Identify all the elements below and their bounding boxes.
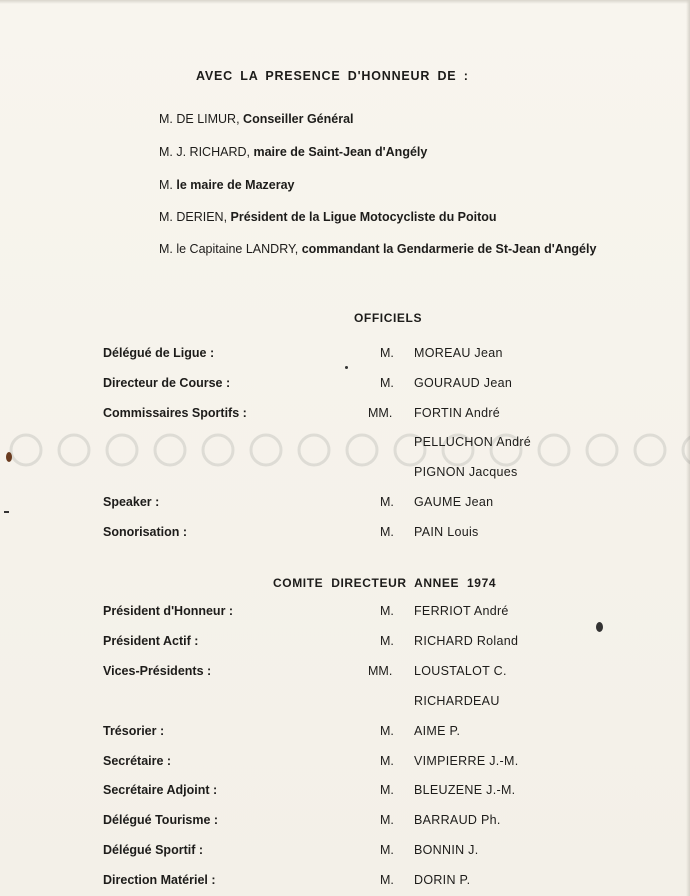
- presence-line: [159, 145, 427, 159]
- person-name: PELLUCHON André: [414, 435, 532, 450]
- paper-stain: [6, 452, 12, 462]
- civility-prefix: M.: [380, 753, 394, 768]
- roster-row: [0, 694, 690, 712]
- role-label: Speaker :: [103, 495, 160, 509]
- presence-name: M. J. RICHARD,: [159, 145, 250, 159]
- presence-line: [159, 178, 295, 192]
- paper-mark: [4, 511, 9, 513]
- person-name: DORIN P.: [414, 873, 471, 888]
- person-name: BLEUZENE J.-M.: [414, 783, 516, 798]
- civility-prefix: M.: [380, 873, 394, 888]
- person-name: AIME P.: [414, 723, 461, 738]
- role-label: Trésorier :: [103, 723, 165, 738]
- civility-prefix: M.: [380, 604, 394, 618]
- civility-prefix: M.: [380, 524, 394, 539]
- presence-title: commandant la Gendarmerie de St-Jean d'Angély: [301, 242, 597, 256]
- roster-row: [0, 813, 690, 831]
- comite-heading: COMITE DIRECTEUR ANNEE 1974: [273, 576, 497, 590]
- civility-prefix: M.: [380, 813, 394, 828]
- roster-row: [0, 724, 690, 742]
- civility-prefix: MM.: [368, 405, 393, 420]
- person-name: LOUSTALOT C.: [414, 663, 507, 678]
- person-name: GAUME Jean: [414, 495, 494, 509]
- person-name: PIGNON Jacques: [414, 465, 518, 480]
- page-edge-top: [0, 0, 690, 4]
- presence-name: M.: [159, 178, 173, 192]
- role-label: Sonorisation :: [103, 524, 188, 539]
- civility-prefix: M.: [380, 843, 394, 858]
- role-label: Délégué Sportif :: [103, 843, 204, 858]
- presence-line: [159, 210, 497, 224]
- civility-prefix: M.: [380, 723, 394, 738]
- role-label: Directeur de Course :: [103, 375, 231, 390]
- person-name: GOURAUD Jean: [414, 375, 513, 390]
- role-label: Vices-Présidents :: [103, 663, 212, 678]
- civility-prefix: M.: [380, 375, 394, 390]
- presence-title: le maire de Mazeray: [176, 178, 295, 192]
- role-label: Délégué de Ligue :: [103, 346, 215, 360]
- roster-row: [0, 435, 690, 453]
- civility-prefix: M.: [380, 495, 394, 509]
- roster-row: [0, 406, 690, 424]
- roster-row: [0, 664, 690, 682]
- role-label: Président Actif :: [103, 633, 199, 648]
- person-name: BONNIN J.: [414, 843, 479, 858]
- role-label: Direction Matériel :: [103, 873, 216, 888]
- role-label: Délégué Tourisme :: [103, 813, 219, 828]
- honor-heading: AVEC LA PRESENCE D'HONNEUR DE :: [196, 69, 469, 83]
- presence-line: [159, 242, 596, 256]
- paper-speck: [596, 622, 603, 632]
- presence-line: [159, 112, 354, 126]
- person-name: RICHARD Roland: [414, 633, 519, 648]
- roster-row: [0, 783, 690, 801]
- role-label: Secrétaire Adjoint :: [103, 783, 218, 798]
- officiels-heading: OFFICIELS: [354, 311, 423, 325]
- paper-speck: [345, 366, 348, 369]
- roster-row: [0, 604, 690, 622]
- civility-prefix: MM.: [368, 663, 393, 678]
- role-label: Président d'Honneur :: [103, 604, 234, 618]
- civility-prefix: M.: [380, 783, 394, 798]
- person-name: PAIN Louis: [414, 524, 479, 539]
- roster-row: [0, 634, 690, 652]
- presence-title: maire de Saint-Jean d'Angély: [253, 145, 428, 159]
- roster-row: [0, 754, 690, 772]
- roster-row: [0, 525, 690, 543]
- presence-title: Conseiller Général: [243, 112, 354, 126]
- presence-name: M. le Capitaine LANDRY,: [159, 242, 299, 256]
- roster-row: [0, 495, 690, 513]
- roster-row: [0, 873, 690, 891]
- person-name: BARRAUD Ph.: [414, 813, 501, 828]
- roster-row: [0, 843, 690, 861]
- presence-title: Président de la Ligue Motocycliste du Poitou: [230, 210, 497, 224]
- presence-name: M. DE LIMUR,: [159, 112, 240, 126]
- person-name: VIMPIERRE J.-M.: [414, 753, 519, 768]
- civility-prefix: M.: [380, 633, 394, 648]
- role-label: Secrétaire :: [103, 753, 172, 768]
- person-name: RICHARDEAU: [414, 693, 500, 708]
- role-label: Commissaires Sportifs :: [103, 405, 247, 420]
- roster-row: [0, 376, 690, 394]
- presence-name: M. DERIEN,: [159, 210, 228, 224]
- person-name: FERRIOT André: [414, 604, 509, 618]
- civility-prefix: M.: [380, 346, 394, 360]
- person-name: FORTIN André: [414, 405, 501, 420]
- roster-row: [0, 346, 690, 364]
- person-name: MOREAU Jean: [414, 346, 503, 360]
- roster-row: [0, 465, 690, 483]
